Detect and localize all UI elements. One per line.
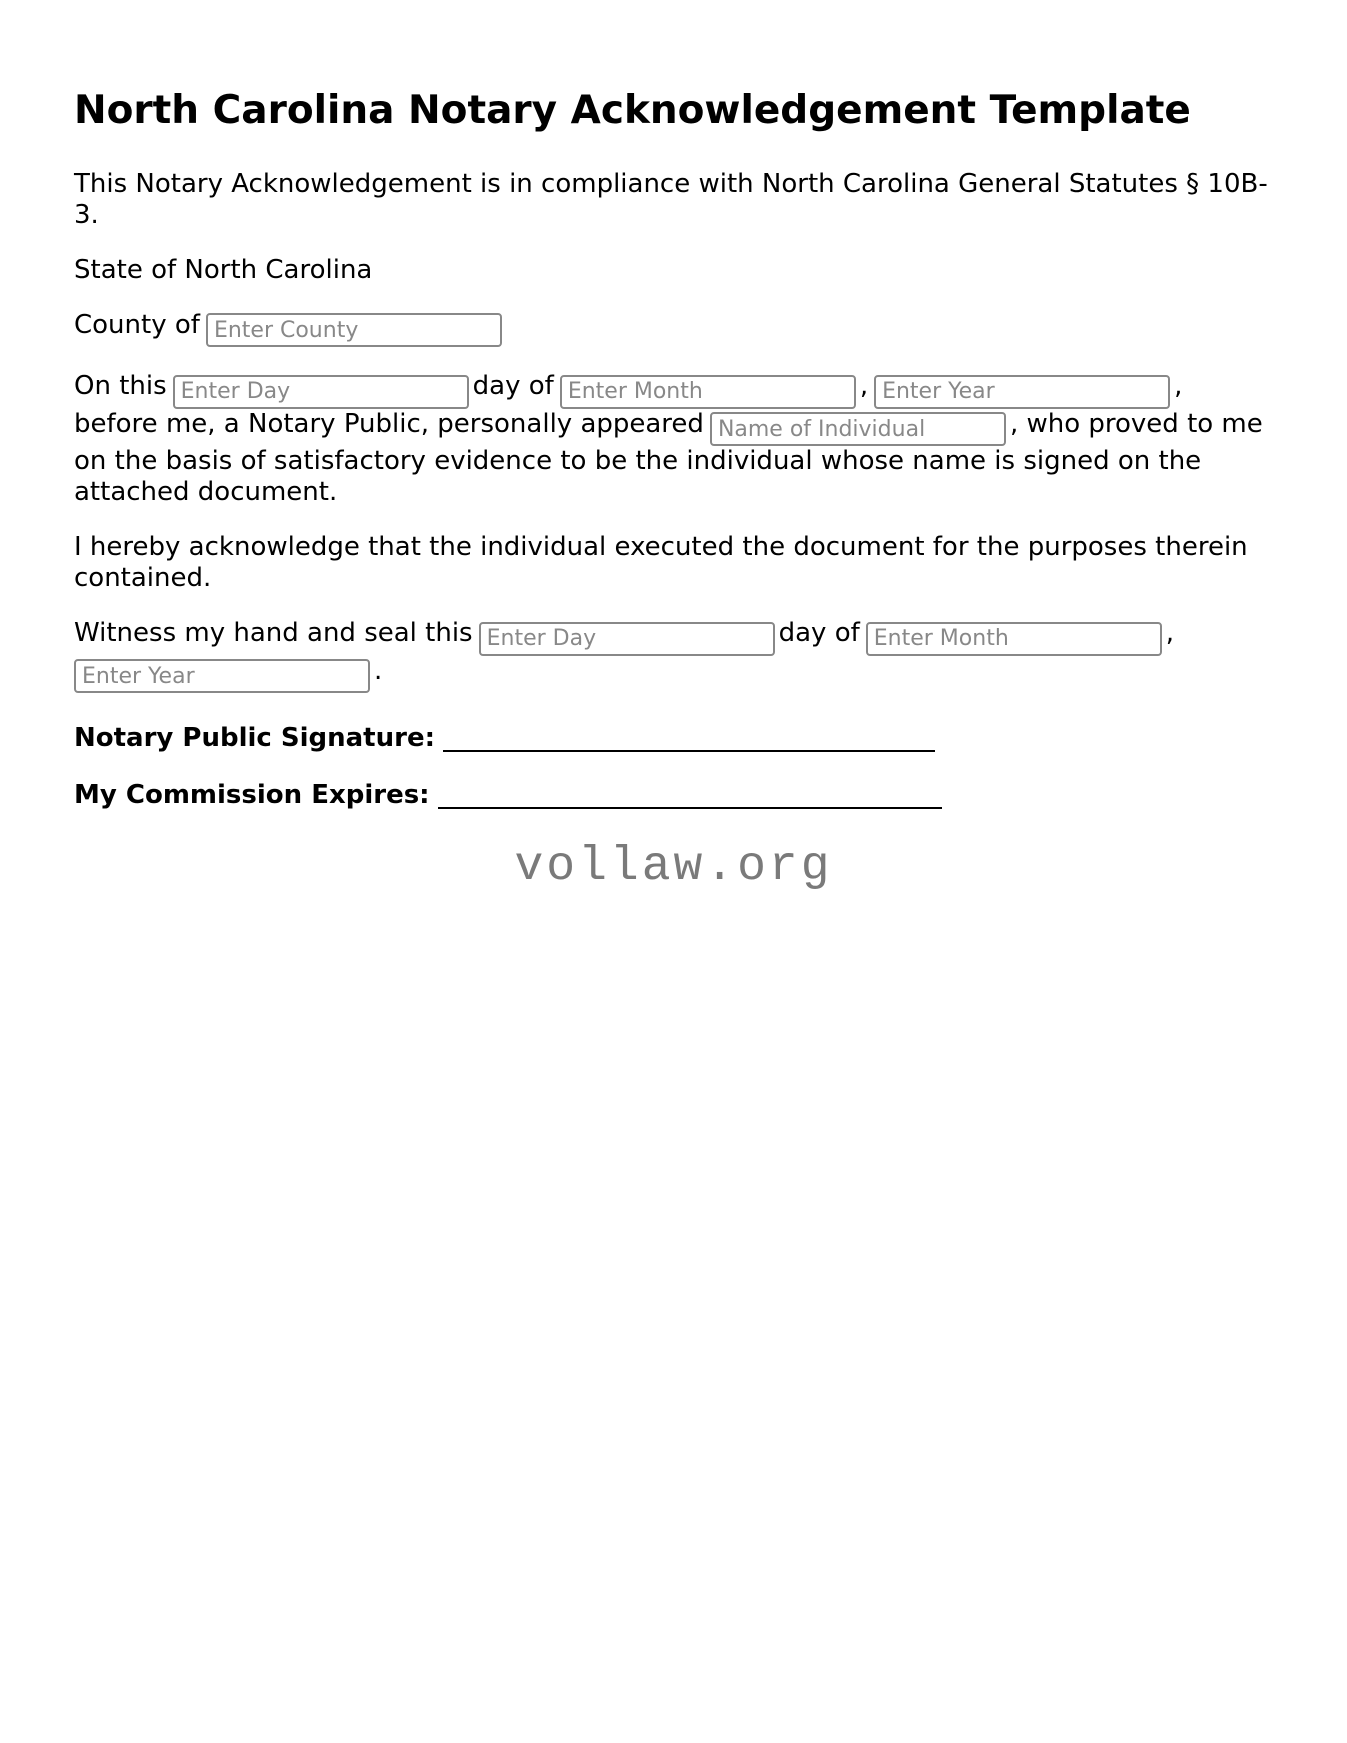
appearance-paragraph	[74, 371, 1274, 508]
comma-separator: ,	[1174, 371, 1183, 402]
witness-paragraph	[74, 618, 1274, 693]
notary-document	[74, 88, 1274, 811]
month-input[interactable]	[560, 375, 856, 409]
commission-label: My Commission Expires:	[74, 780, 430, 811]
page-title: North Carolina Notary Acknowledgement Template	[74, 88, 1191, 133]
watermark: vollaw.org	[514, 840, 833, 894]
commission-row	[74, 780, 1274, 811]
witness-day-of-label: day of	[778, 618, 860, 649]
county-label: County of	[74, 309, 200, 340]
witness-day-input[interactable]	[479, 622, 775, 656]
acknowledge-statement: I hereby acknowledge that the individual executed the document for the purposes therein contained.	[74, 532, 1248, 594]
signature-line[interactable]	[443, 750, 935, 752]
comma-separator: ,	[1165, 618, 1175, 649]
individual-name-input[interactable]	[710, 412, 1006, 446]
proved-text: , who proved to me on the basis of satisfactory evidence to be the individual whose name is signed on the attached document.	[74, 408, 1263, 508]
on-this-label: On this	[74, 371, 167, 402]
year-input[interactable]	[874, 375, 1170, 409]
county-line	[74, 310, 1274, 348]
before-me-text: before me, a Notary Public, personally appeared	[74, 408, 704, 439]
signature-row	[74, 723, 1274, 754]
day-of-label: day of	[472, 371, 554, 402]
period: .	[374, 655, 383, 686]
state-line: State of North Carolina	[74, 254, 373, 285]
witness-year-input[interactable]	[74, 659, 370, 693]
commission-line[interactable]	[438, 807, 942, 809]
witness-label: Witness my hand and seal this	[74, 618, 473, 649]
comma-separator: ,	[859, 371, 869, 402]
day-input[interactable]	[173, 375, 469, 409]
county-input[interactable]	[206, 313, 502, 347]
witness-month-input[interactable]	[866, 622, 1162, 656]
compliance-statement: This Notary Acknowledgement is in compliance with North Carolina General Statutes § 10B-3.	[74, 168, 1268, 230]
signature-label: Notary Public Signature:	[74, 723, 435, 754]
